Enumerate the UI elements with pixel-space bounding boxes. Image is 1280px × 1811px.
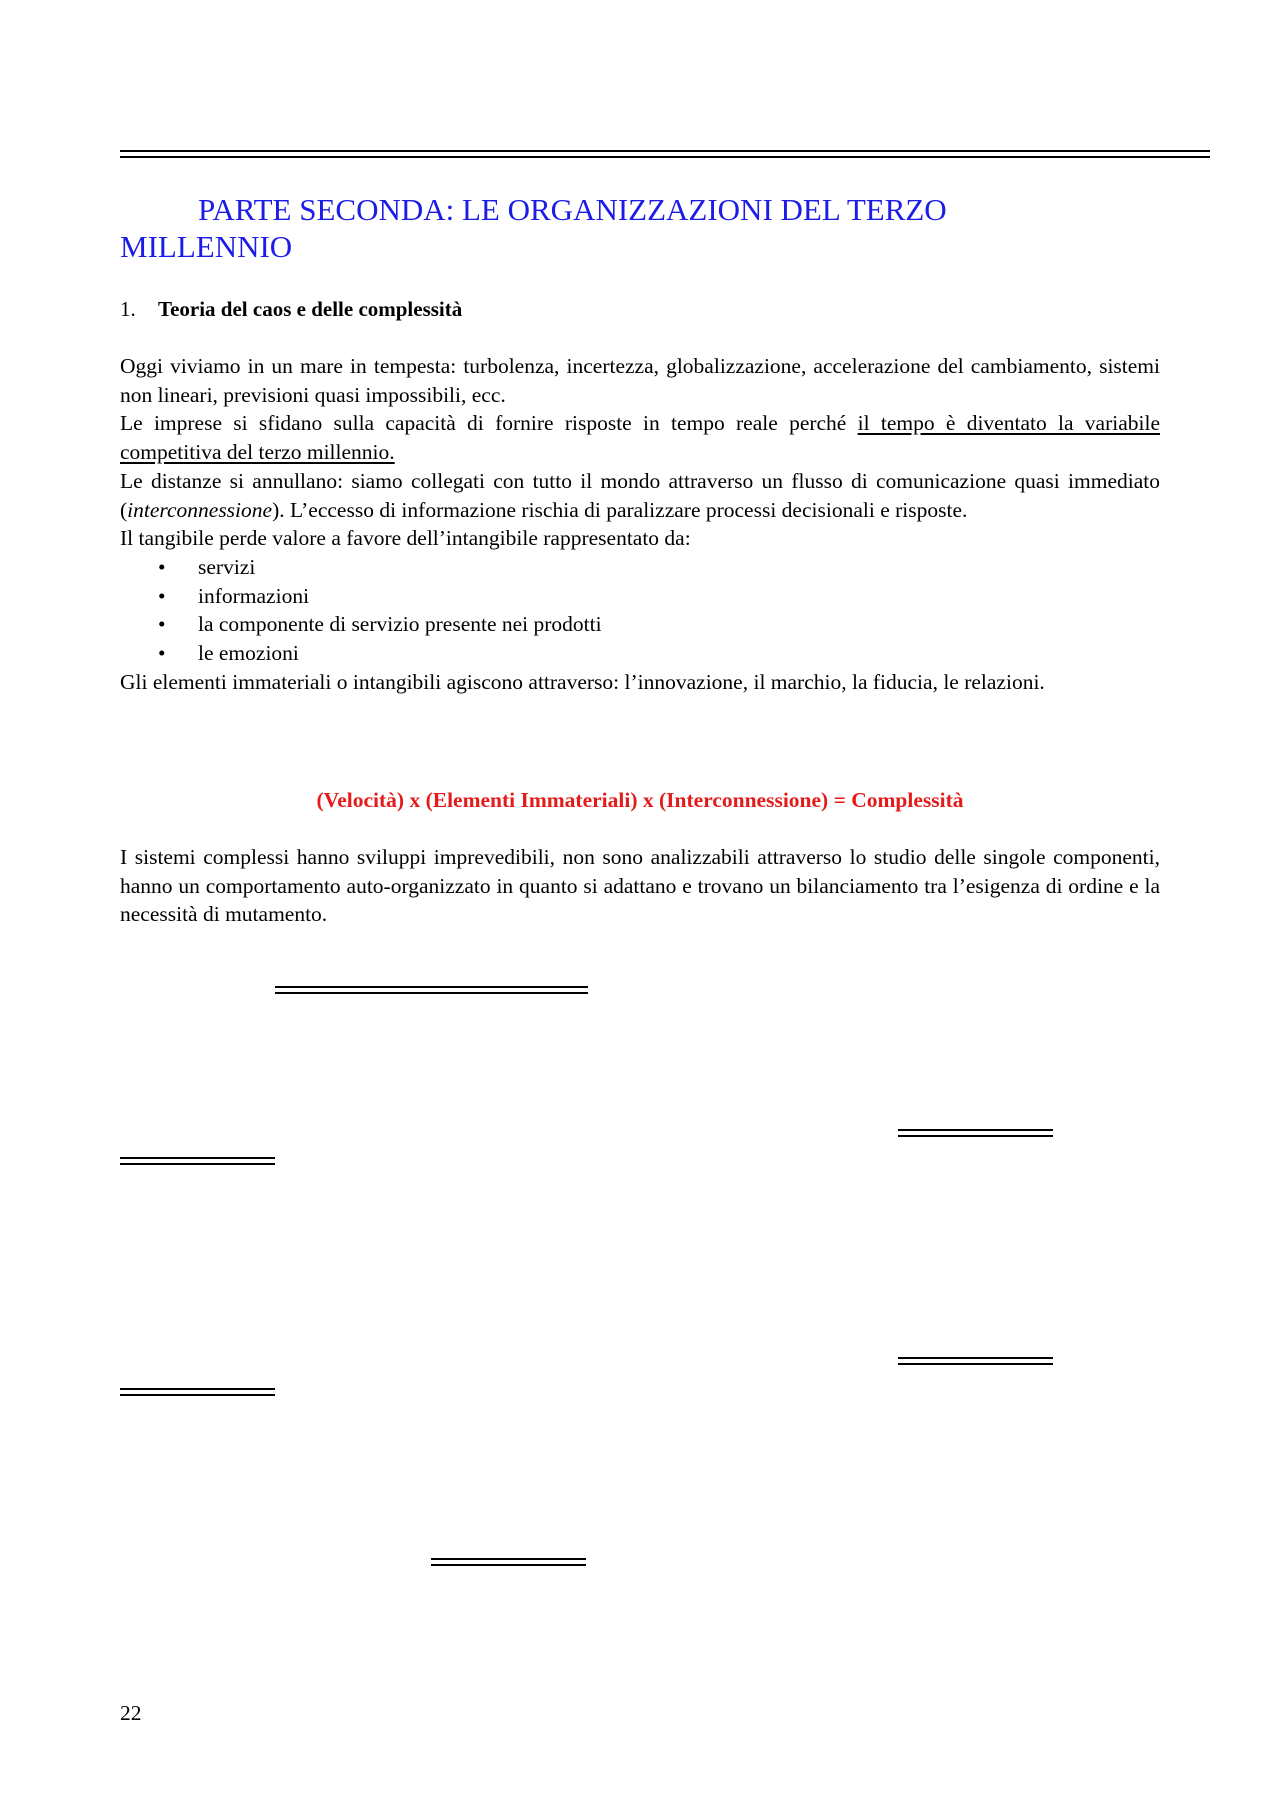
decorative-rule [275,986,588,994]
decorative-rule [431,1558,586,1566]
list-item [120,610,1160,639]
list-item [120,582,1160,611]
paragraph-turbulence: Oggi viviamo in un mare in tempesta: turbolenza, incertezza, globalizzazione, accelerazione del cambiamento, sistemi non lineari, previsioni quasi impossibili, ecc. [120,354,1160,407]
section-heading-text: Teoria del caos e delle complessità [158,297,463,321]
paragraph-distances-end: ). L’eccesso di informazione rischia di paralizzare processi decisionali e risposte. [272,497,968,522]
bullet-icon: • [158,583,166,608]
page-title-line-1: PARTE SECONDA: LE ORGANIZZAZIONI DEL TERZO [198,192,947,227]
list-item [120,553,1160,582]
page-title-line-2: MILLENNIO [120,229,293,264]
paragraph-complex-systems: I sistemi complessi hanno sviluppi imprevedibili, non sono analizzabili attraverso lo studio delle singole componenti, hanno un comportamento auto-organizzato in quanto si adattano e trovano un bilanciamento tra l’esigenza di ordine e la necessità di mutamento. [120,845,1160,927]
underlined-phrase: il tempo è diventato la variabile competitiva del terzo millennio. [120,411,1160,465]
paragraph-intangible: Il tangibile perde valore a favore dell’intangibile rappresentato da: [120,526,691,551]
page-number: 22 [120,1701,142,1725]
paragraph-distances [120,467,1160,524]
decorative-rule [898,1357,1053,1365]
body-text [120,352,1160,696]
paragraph-immaterial: Gli elementi immateriali o intangibili agiscono attraverso: l’innovazione, il marchio, la fiducia, le relazioni. [120,669,1045,694]
decorative-rule [898,1129,1053,1137]
section-heading [120,296,462,322]
complexity-formula: (Velocità) x (Elementi Immateriali) x (Interconnessione) = Complessità [316,788,964,812]
list-item [120,639,1160,668]
decorative-rule [120,1388,275,1396]
paragraph-distances-start: Le distanze si annullano: siamo collegati con tutto il mondo attraverso un flusso di comunicazione quasi immediato ( [120,468,1160,522]
page-title [120,191,1160,265]
list-item-text: la componente di servizio presente nei prodotti [198,612,602,637]
bullet-icon: • [158,612,166,637]
bullet-icon: • [158,554,166,579]
intangible-list [120,553,1160,668]
paragraph-real-time-text: Le imprese si sfidano sulla capacità di fornire risposte in tempo reale perché [120,411,858,436]
list-item-text: informazioni [198,583,310,608]
list-item-text: le emozioni [198,641,299,666]
paragraph-real-time [120,409,1160,466]
decorative-rule [120,1157,275,1165]
italic-term: interconnessione [127,497,273,522]
section-number: 1. [120,297,136,321]
list-item-text: servizi [198,554,256,579]
bullet-icon: • [158,641,166,666]
top-double-rule [120,150,1210,158]
